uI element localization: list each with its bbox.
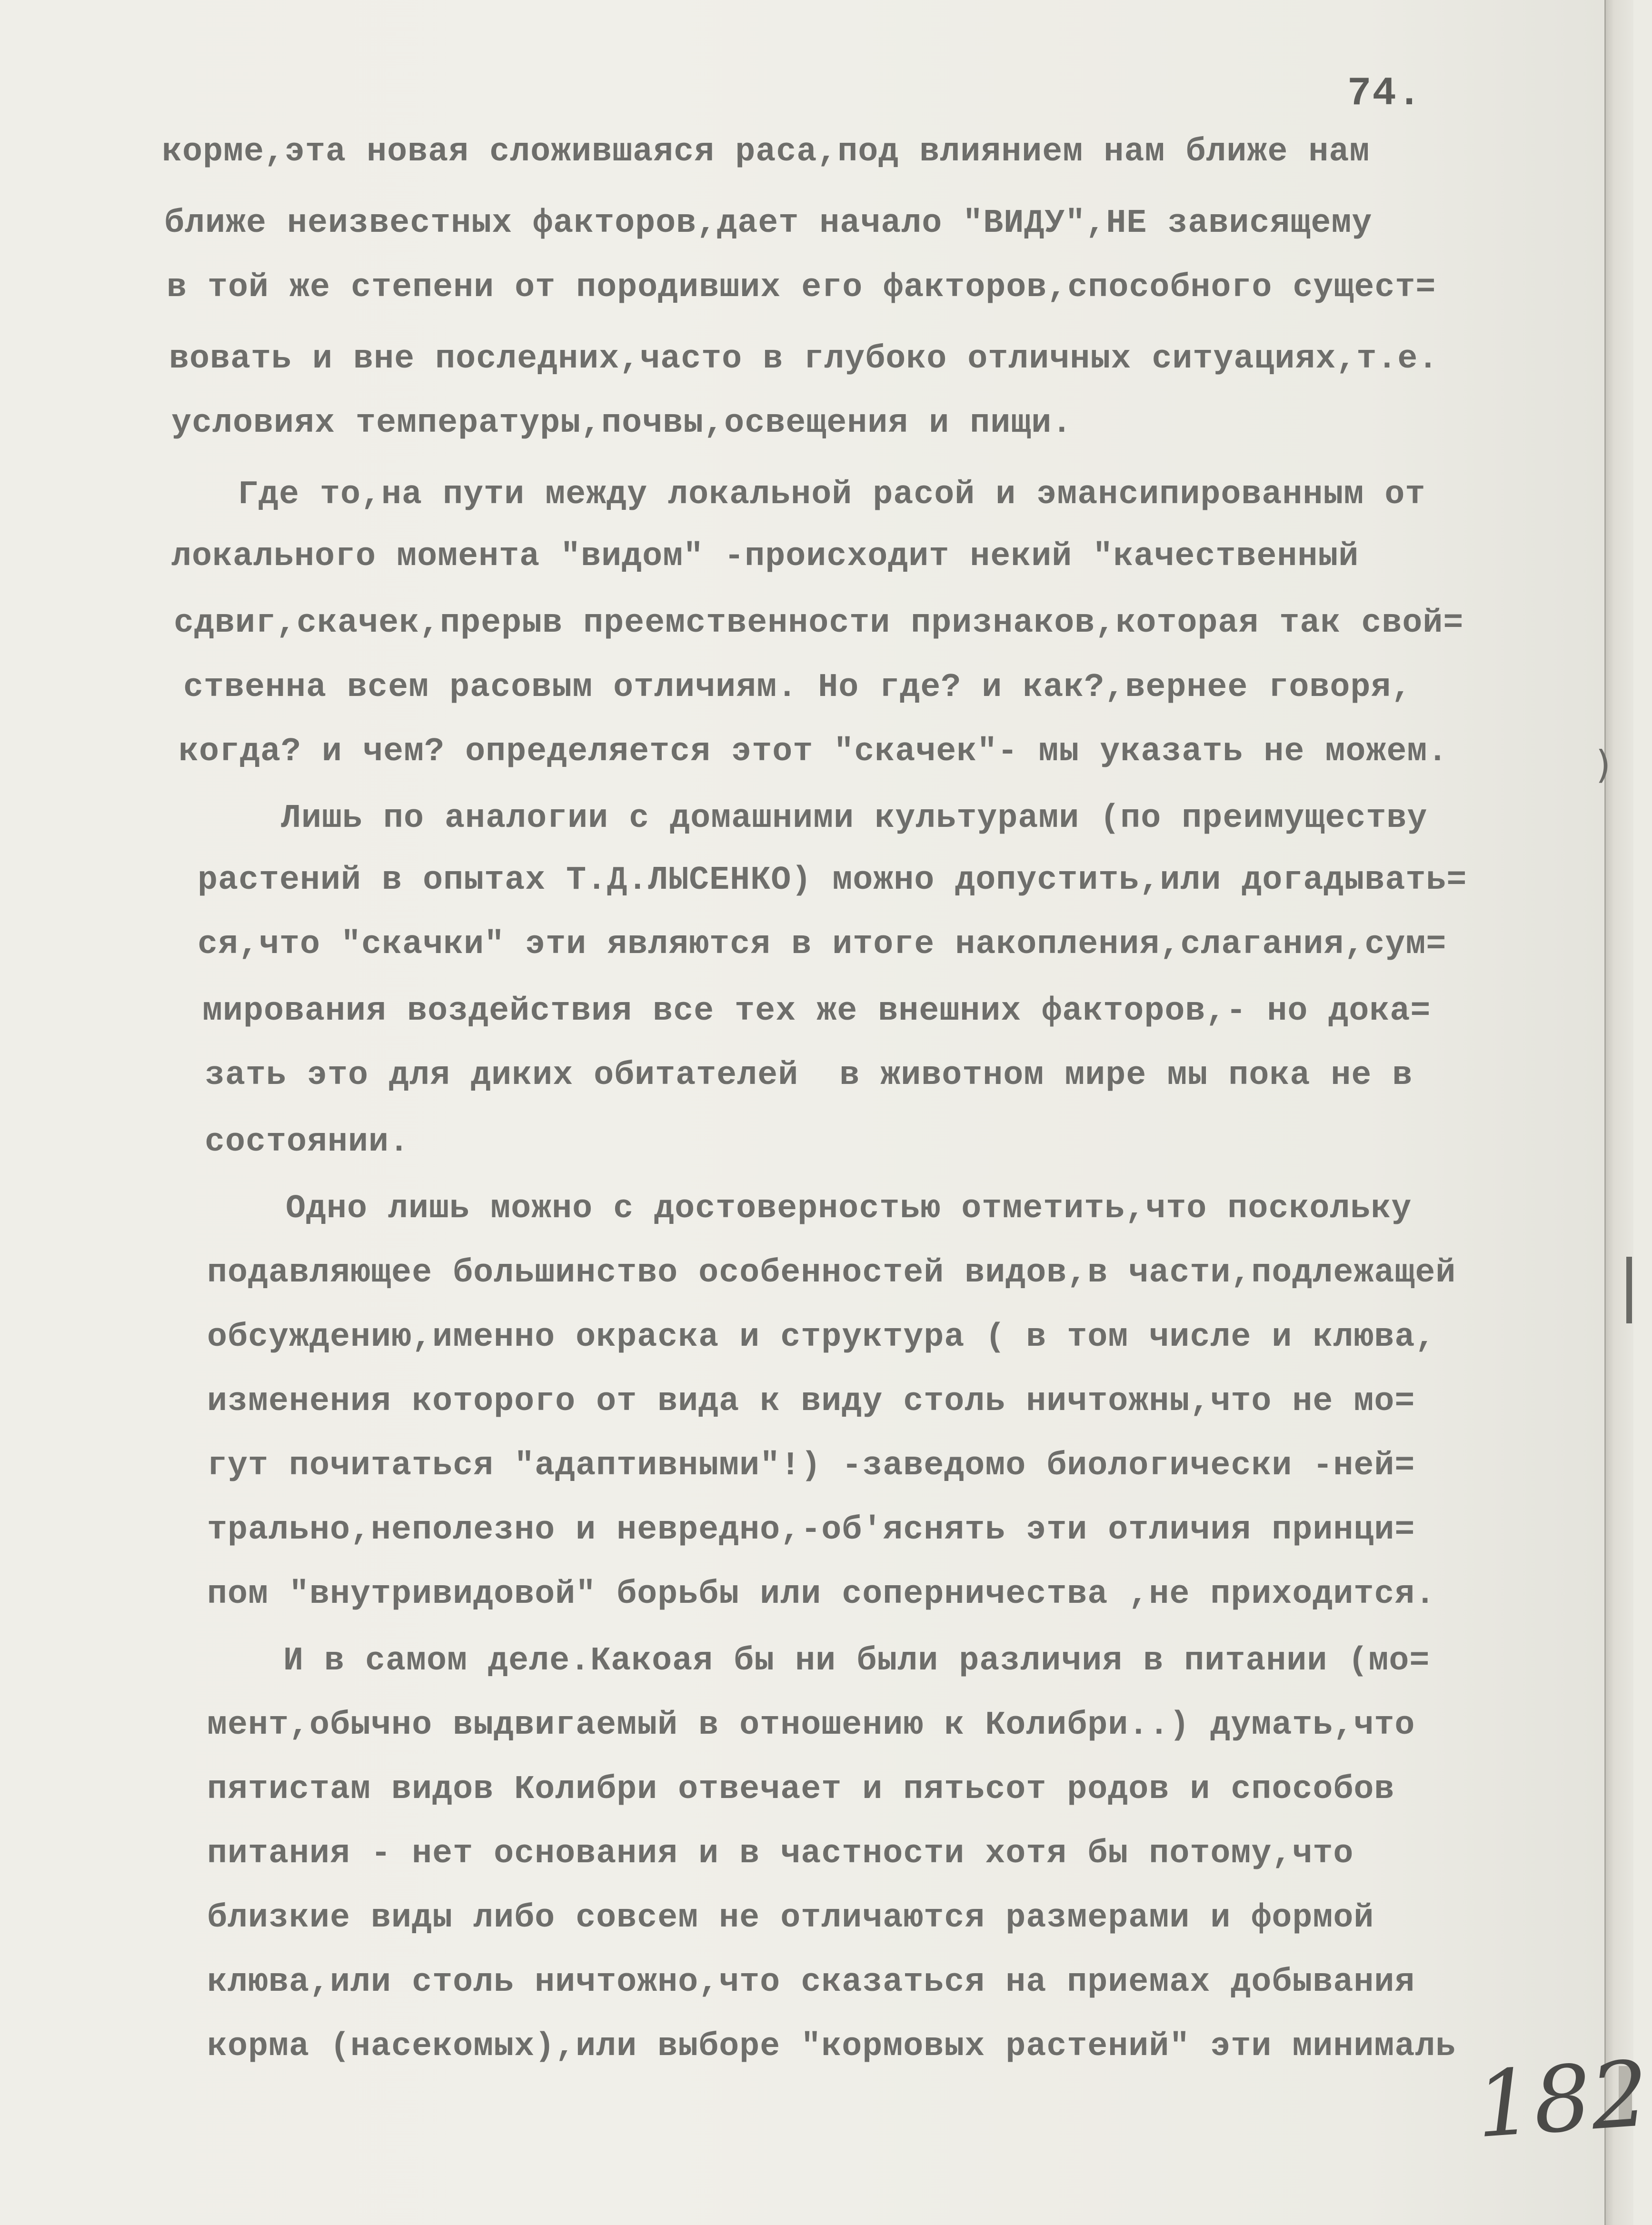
text-line: ся,что "скачки" эти являются в итоге накопления,слагания,сум= (198, 926, 1447, 964)
text-line: вовать и вне последних,часто в глубоко отличных ситуациях,т.е. (169, 340, 1439, 378)
edge-bracket-mark: ) (1596, 743, 1611, 787)
text-line: корма (насекомых),или выборе "кормовых растений" эти минималь (207, 2028, 1456, 2066)
text-line: состоянии. (205, 1123, 410, 1161)
edge-ink-mark (1626, 1257, 1632, 1323)
page-edge (1604, 0, 1633, 2225)
text-line: в той же степени от породивших его факторов,способного сущест= (167, 269, 1436, 307)
text-line: близкие виды либо совсем не отличаются размерами и формой (207, 1899, 1374, 1937)
text-line: пятистам видов Колибри отвечает и пятьсот родов и способов (207, 1771, 1395, 1808)
text-line: Лишь по аналогии с домашними культурами (по преимуществу (281, 800, 1428, 837)
text-line: ственна всем расовым отличиям. Но где? и как?,вернее говоря, (183, 669, 1412, 706)
text-line: локального момента "видом" -происходит некий "качественный (171, 538, 1359, 576)
text-line: Одно лишь можно с достоверностью отметить,что поскольку (286, 1190, 1412, 1228)
text-line: изменения которого от вида к виду столь ничтожны,что не мо= (207, 1383, 1415, 1420)
text-line: мирования воздействия все тех же внешних факторов,- но дока= (202, 993, 1431, 1030)
text-line: Где то,на пути между локальной расой и эмансипированным от (238, 476, 1426, 514)
text-line: подавляющее большинство особенностей видов,в части,подлежащей (207, 1254, 1456, 1292)
text-line: пом "внутривидовой" борьбы или соперничества ,не приходится. (207, 1576, 1436, 1613)
text-line: когда? и чем? определяется этот "скачек"- мы указать не можем. (179, 733, 1448, 771)
text-line: условиях температуры,почвы,освещения и пищи. (171, 405, 1073, 442)
text-line: клюва,или столь ничтожно,что сказаться на приемах добывания (207, 1964, 1415, 2001)
page-number: 74. (1347, 71, 1423, 117)
text-line: мент,обычно выдвигаемый в отношению к Колибри..) думать,что (207, 1707, 1415, 1744)
archive-folio-number: 182 (1472, 2041, 1652, 2158)
text-line: зать это для диких обитателей в животном мире мы пока не в (205, 1057, 1413, 1094)
text-line: ближе неизвестных факторов,дает начало "ВИДУ",НЕ зависящему (164, 205, 1373, 242)
text-line: сдвиг,скачек,прерыв преемственности признаков,которая так свой= (174, 605, 1464, 642)
text-line: растений в опытах Т.Д.ЛЫСЕНКО) можно допустить,или догадывать= (198, 862, 1467, 899)
text-line: питания - нет основания и в частности хотя бы потому,что (207, 1835, 1354, 1873)
text-line: И в самом деле.Какоая бы ни были различия в питании (мо= (283, 1642, 1430, 1680)
text-line: обсуждению,именно окраска и структура ( в том числе и клюва, (207, 1319, 1436, 1356)
text-line: гут почитаться "адаптивными"!) -заведомо биологически -ней= (207, 1447, 1415, 1485)
text-line: корме,эта новая сложившаяся раса,под влиянием нам ближе нам (162, 133, 1370, 171)
text-line: трально,неполезно и невредно,-об'яснять эти отличия принци= (207, 1511, 1415, 1549)
